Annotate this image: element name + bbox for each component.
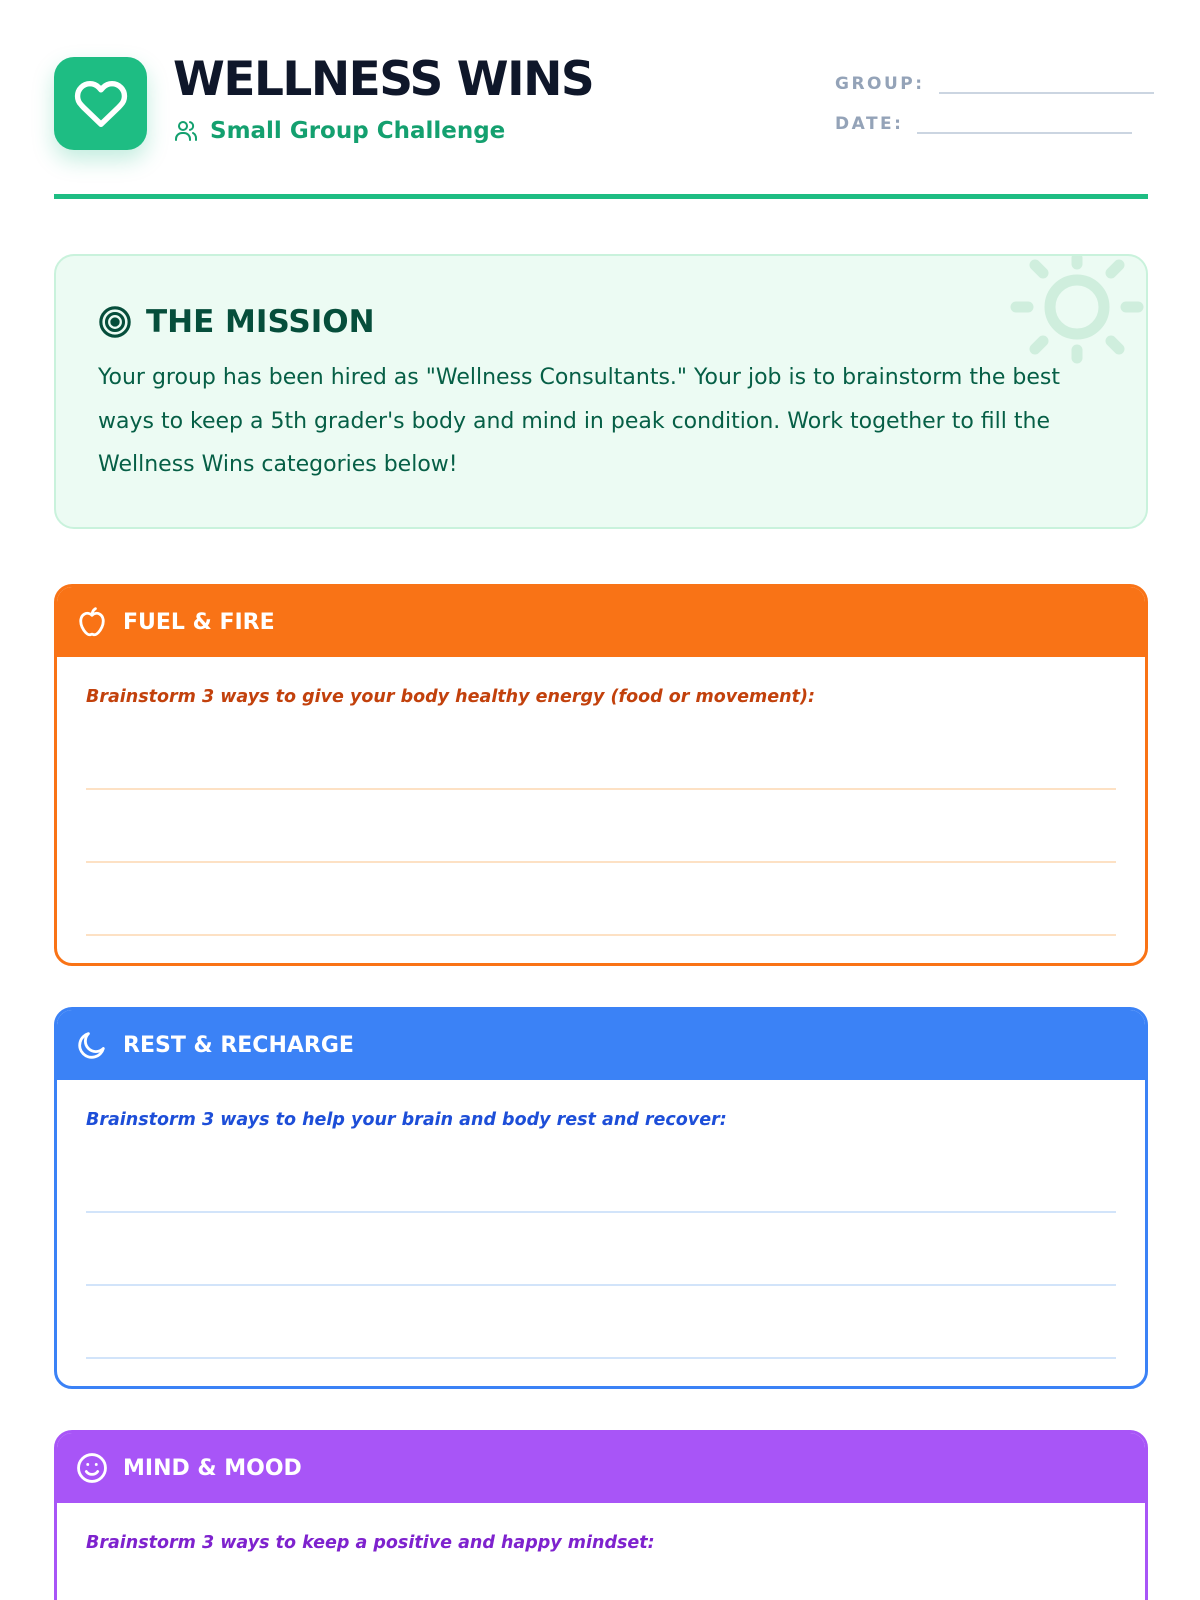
section-title: REST & RECHARGE [123, 1032, 354, 1058]
logo-badge [54, 57, 147, 150]
users-icon [174, 119, 198, 143]
section-header [57, 1433, 1145, 1503]
section-title: MIND & MOOD [123, 1455, 302, 1481]
section-header [57, 1010, 1145, 1080]
mission-text: Your group has been hired as "Wellness Consultants." Your job is to brainstorm the best ways to keep a 5th grader's body and mind in peak condition. Work together to fill the Wellness Wins categories below! [98, 365, 1061, 477]
section-mind-mood [54, 1430, 1148, 1600]
subtitle-text: Small Group Challenge [210, 118, 506, 144]
section-fuel-fire [54, 584, 1148, 966]
group-label: GROUP: [835, 74, 925, 94]
answer-line-2[interactable] [86, 1284, 1116, 1286]
answer-line-3[interactable] [86, 934, 1116, 936]
date-label: DATE: [835, 114, 904, 134]
section-prompt: Brainstorm 3 ways to keep a positive and happy mindset: [86, 1533, 655, 1553]
answer-line-1[interactable] [86, 788, 1116, 790]
section-prompt: Brainstorm 3 ways to give your body healthy energy (food or movement): [86, 687, 815, 707]
page-subtitle [174, 118, 505, 144]
section-prompt: Brainstorm 3 ways to help your brain and body rest and recover: [86, 1110, 727, 1130]
date-field[interactable] [835, 114, 1132, 134]
header-divider [54, 194, 1148, 199]
target-icon [98, 305, 132, 339]
date-write-line[interactable] [917, 116, 1132, 134]
smiley-icon [75, 1451, 109, 1485]
section-rest-recharge [54, 1007, 1148, 1389]
answer-line-1[interactable] [86, 1211, 1116, 1213]
answer-line-3[interactable] [86, 1357, 1116, 1359]
section-header [57, 587, 1145, 657]
heart-icon [74, 77, 128, 131]
page-title: WELLNESS WINS [173, 52, 594, 107]
group-field[interactable] [835, 74, 1154, 94]
section-title: FUEL & FIRE [123, 609, 275, 635]
mission-box [54, 254, 1148, 529]
answer-line-2[interactable] [86, 861, 1116, 863]
group-write-line[interactable] [939, 76, 1154, 94]
apple-icon [75, 605, 109, 639]
mission-heading [98, 304, 375, 340]
mission-heading-text: THE MISSION [146, 304, 375, 340]
moon-icon [75, 1028, 109, 1062]
